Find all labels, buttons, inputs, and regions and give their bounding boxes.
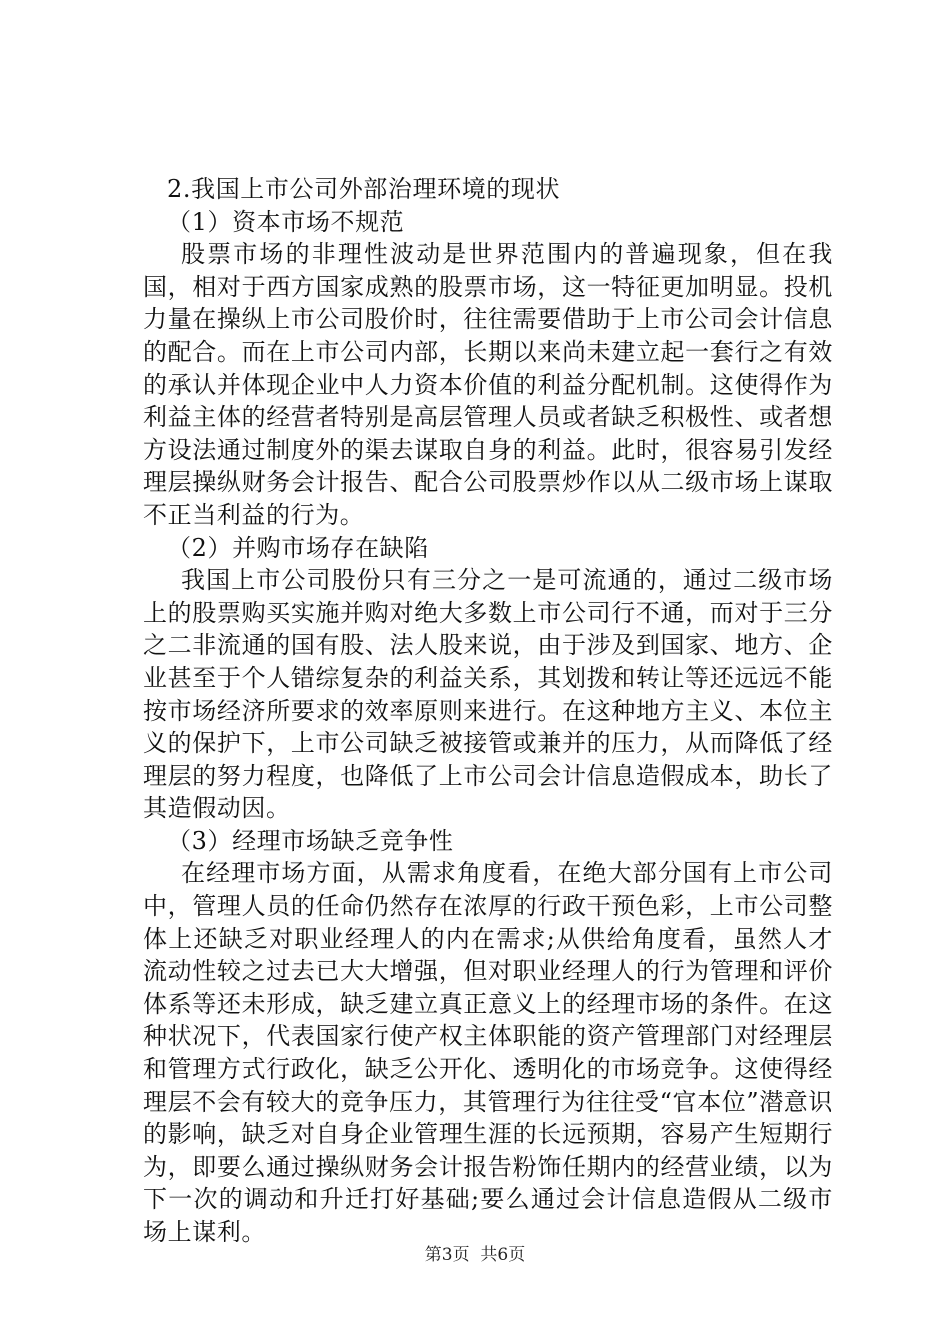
page-total: 共6页 xyxy=(480,1245,526,1265)
document-body xyxy=(143,173,833,1249)
subsection-heading-capital-market: （1）资本市场不规范 xyxy=(167,207,405,236)
page-footer xyxy=(0,1240,950,1265)
section-heading: 2.我国上市公司外部治理环境的现状 xyxy=(167,175,561,203)
paragraph-merger-market: 我国上市公司股份只有三分之一是可流通的，通过二级市场上的股票购买实施并购对绝大多数上市公司行不通，而对于三分之二非流通的国有股、法人股来说，由于涉及到国家、地方、企业甚至于个人错综复杂的利益关系，其划拨和转让等还远远不能按市场经济所要求的效率原则来进行。在这种地方主义、本位主义的保护下，上市公司缺乏被接管或兼并的压力，从而降低了经理层的努力程度，也降低了上市公司会计信息造假成本，助长了其造假动因。 xyxy=(143,566,833,823)
page-number: 第3页 xyxy=(424,1245,470,1265)
paragraph-manager-market: 在经理市场方面，从需求角度看，在绝大部分国有上市公司中，管理人员的任命仍然存在浓厚的行政干预色彩，上市公司整体上还缺乏对职业经理人的内在需求;从供给角度看，虽然人才流动性较之过去已大大增强，但对职业经理人的行为管理和评价体系等还未形成，缺乏建立真正意义上的经理市场的条件。在这种状况下，代表国家行使产权主体职能的资产管理部门对经理层和管理方式行政化，缺乏公开化、透明化的市场竞争。这使得经理层不会有较大的竞争压力，其管理行为往往受“官本位”潜意识的影响，缺乏对自身企业管理生涯的长远预期，容易产生短期行为，即要么通过操纵财务会计报告粉饰任期内的经营业绩，以为下一次的调动和升迁打好基础;要么通过会计信息造假从二级市场上谋利。 xyxy=(143,859,833,1246)
subsection-heading-merger-market: （2）并购市场存在缺陷 xyxy=(167,533,429,562)
paragraph-capital-market: 股票市场的非理性波动是世界范围内的普遍现象，但在我国，相对于西方国家成熟的股票市场，这一特征更加明显。投机力量在操纵上市公司股价时，往往需要借助于上市公司会计信息的配合。而在上市公司内部，长期以来尚未建立起一套行之有效的承认并体现企业中人力资本价值的利益分配机制。这使得作为利益主体的经营者特别是高层管理人员或者缺乏积极性、或者想方设法通过制度外的渠去谋取自身的利益。此时，很容易引发经理层操纵财务会计报告、配合公司股票炒作以从二级市场上谋取不正当利益的行为。 xyxy=(143,240,833,529)
subsection-heading-manager-market: （3）经理市场缺乏竞争性 xyxy=(167,826,454,855)
